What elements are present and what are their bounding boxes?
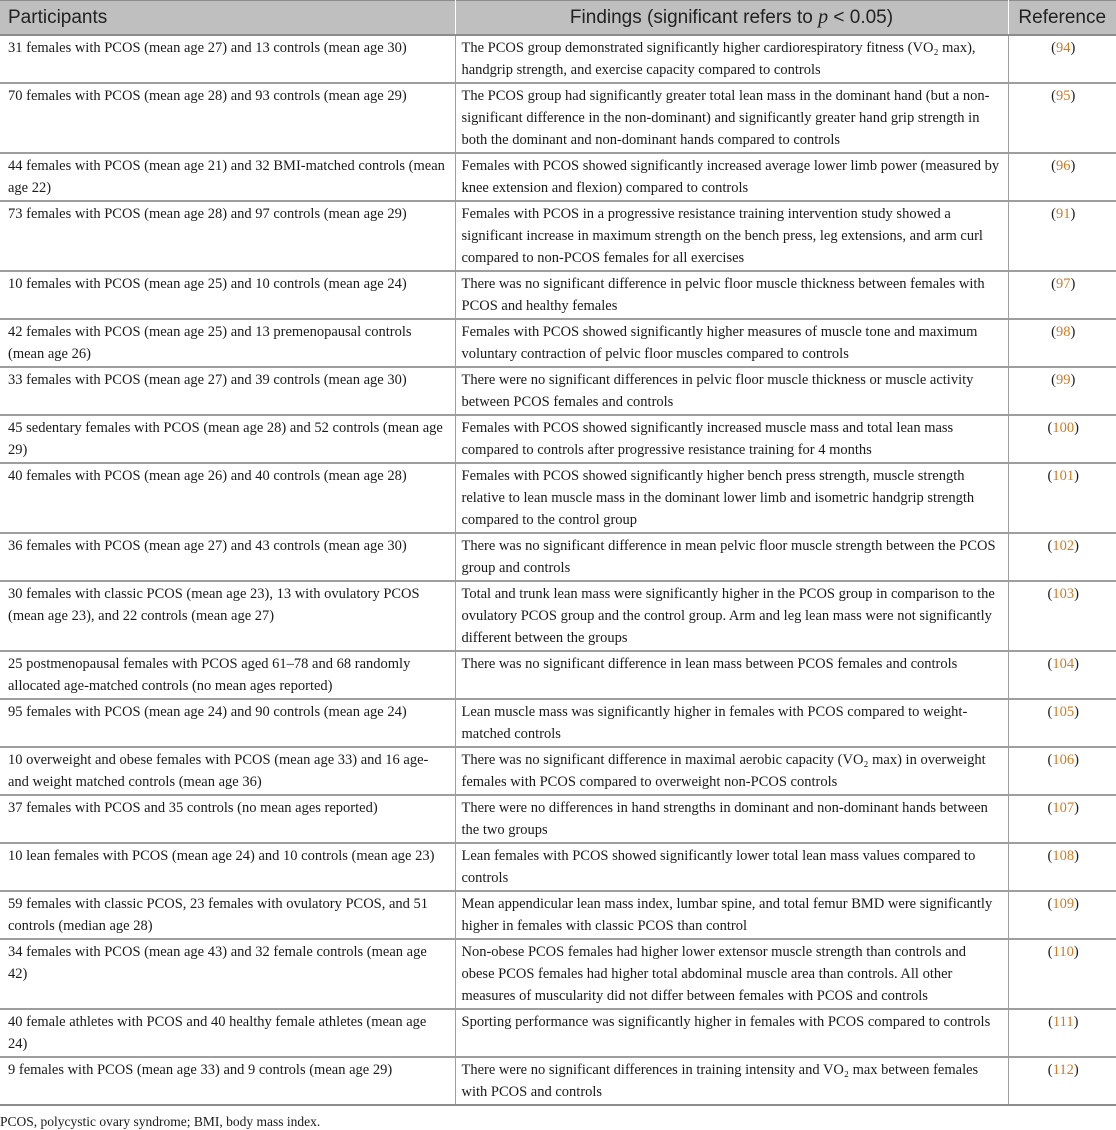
table-row (0, 747, 1116, 795)
reference-cell: (109) (1008, 891, 1116, 939)
reference-link[interactable]: 100 (1052, 420, 1075, 436)
reference-cell: (110) (1008, 939, 1116, 1009)
participants-cell: 36 females with PCOS (mean age 27) and 43 controls (mean age 30) (0, 533, 455, 581)
findings-cell: Females with PCOS in a progressive resistance training intervention study showed a significant increase in maximum strength on the bench press, leg extensions, and arm curl compared to non-PCOS females for all exercises (455, 201, 1008, 271)
findings-cell: There was no significant difference in mean pelvic floor muscle strength between the PCOS group and controls (455, 533, 1008, 581)
reference-cell: (100) (1008, 415, 1116, 463)
reference-link[interactable]: 96 (1056, 158, 1071, 174)
table-row (0, 319, 1116, 367)
findings-cell: There were no significant differences in training intensity and VO₂ max between females with PCOS and controls (455, 1057, 1008, 1105)
table-row (0, 35, 1116, 83)
table-row (0, 891, 1116, 939)
reference-link[interactable]: 101 (1052, 468, 1075, 484)
reference-cell: (95) (1008, 83, 1116, 153)
reference-cell: (91) (1008, 201, 1116, 271)
findings-cell: Females with PCOS showed significantly increased average lower limb power (measured by knee extension and flexion) compared to controls (455, 153, 1008, 201)
participants-cell: 40 females with PCOS (mean age 26) and 40 controls (mean age 28) (0, 463, 455, 533)
participants-cell: 95 females with PCOS (mean age 24) and 90 controls (mean age 24) (0, 699, 455, 747)
reference-cell: (96) (1008, 153, 1116, 201)
findings-cell: Females with PCOS showed significantly higher bench press strength, muscle strength relative to lean muscle mass in the dominant lower limb and isometric handgrip strength compared to the control group (455, 463, 1008, 533)
header-reference: Reference (1008, 1, 1116, 36)
findings-cell: The PCOS group demonstrated significantly higher cardiorespiratory fitness (VO₂ max), handgrip strength, and exercise capacity compared to controls (455, 35, 1008, 83)
reference-cell: (112) (1008, 1057, 1116, 1105)
findings-cell: There was no significant difference in lean mass between PCOS females and controls (455, 651, 1008, 699)
participants-cell: 37 females with PCOS and 35 controls (no mean ages reported) (0, 795, 455, 843)
participants-cell: 33 females with PCOS (mean age 27) and 39 controls (mean age 30) (0, 367, 455, 415)
participants-cell: 10 females with PCOS (mean age 25) and 10 controls (mean age 24) (0, 271, 455, 319)
table-row (0, 939, 1116, 1009)
findings-cell: Females with PCOS showed significantly increased muscle mass and total lean mass compared to controls after progressive resistance training for 4 months (455, 415, 1008, 463)
reference-cell: (94) (1008, 35, 1116, 83)
reference-link[interactable]: 95 (1056, 88, 1071, 104)
table-row (0, 581, 1116, 651)
participants-cell: 45 sedentary females with PCOS (mean age 28) and 52 controls (mean age 29) (0, 415, 455, 463)
table-row (0, 533, 1116, 581)
table-footnote: PCOS, polycystic ovary syndrome; BMI, body mass index. (0, 1114, 321, 1129)
reference-link[interactable]: 110 (1052, 944, 1074, 960)
findings-cell: There was no significant difference in maximal aerobic capacity (VO₂ max) in overweight females with PCOS compared to overweight non-PCOS controls (455, 747, 1008, 795)
findings-cell: There were no differences in hand strengths in dominant and non-dominant hands between the two groups (455, 795, 1008, 843)
participants-cell: 34 females with PCOS (mean age 43) and 32 female controls (mean age 42) (0, 939, 455, 1009)
findings-cell: Non-obese PCOS females had higher lower extensor muscle strength than controls and obese PCOS females had higher total abdominal muscle area than controls. All other measures of muscularity did not differ between females with PCOS and controls (455, 939, 1008, 1009)
findings-cell: There were no significant differences in pelvic floor muscle thickness or muscle activity between PCOS females and controls (455, 367, 1008, 415)
findings-cell: There was no significant difference in pelvic floor muscle thickness between females with PCOS and healthy females (455, 271, 1008, 319)
header-findings-suffix: < 0.05) (828, 7, 894, 28)
reference-cell: (105) (1008, 699, 1116, 747)
reference-link[interactable]: 111 (1052, 1014, 1074, 1030)
reference-link[interactable]: 97 (1056, 276, 1071, 292)
participants-cell: 25 postmenopausal females with PCOS aged 61–78 and 68 randomly allocated age-matched controls (no mean ages reported) (0, 651, 455, 699)
participants-cell: 31 females with PCOS (mean age 27) and 13 controls (mean age 30) (0, 35, 455, 83)
participants-cell: 30 females with classic PCOS (mean age 23), 13 with ovulatory PCOS (mean age 23), and 22 controls (mean age 27) (0, 581, 455, 651)
findings-cell: Lean females with PCOS showed significantly lower total lean mass values compared to controls (455, 843, 1008, 891)
table-row (0, 463, 1116, 533)
table-row (0, 201, 1116, 271)
reference-cell: (104) (1008, 651, 1116, 699)
participants-cell: 44 females with PCOS (mean age 21) and 32 BMI-matched controls (mean age 22) (0, 153, 455, 201)
reference-link[interactable]: 94 (1056, 40, 1071, 56)
reference-link[interactable]: 108 (1052, 848, 1075, 864)
participants-cell: 70 females with PCOS (mean age 28) and 93 controls (mean age 29) (0, 83, 455, 153)
reference-link[interactable]: 103 (1052, 586, 1075, 602)
reference-link[interactable]: 91 (1056, 206, 1071, 222)
table-row (0, 843, 1116, 891)
reference-link[interactable]: 112 (1052, 1062, 1074, 1078)
header-findings-prefix: Findings (significant refers to (569, 7, 819, 28)
table-header-row (0, 1, 1116, 36)
header-participants: Participants (0, 1, 455, 36)
participants-cell: 73 females with PCOS (mean age 28) and 97 controls (mean age 29) (0, 201, 455, 271)
findings-cell: Lean muscle mass was significantly higher in females with PCOS compared to weight-matched controls (455, 699, 1008, 747)
reference-link[interactable]: 109 (1052, 896, 1075, 912)
table-row (0, 367, 1116, 415)
reference-link[interactable]: 107 (1052, 800, 1075, 816)
reference-cell: (111) (1008, 1009, 1116, 1057)
reference-link[interactable]: 99 (1056, 372, 1071, 388)
findings-cell: Mean appendicular lean mass index, lumbar spine, and total femur BMD were significantly higher in females with classic PCOS than control (455, 891, 1008, 939)
findings-cell: Total and trunk lean mass were significantly higher in the PCOS group in comparison to the ovulatory PCOS group and the control group. Arm and leg lean mass were not significantly different between the groups (455, 581, 1008, 651)
findings-cell: Females with PCOS showed significantly higher measures of muscle tone and maximum voluntary contraction of pelvic floor muscles compared to controls (455, 319, 1008, 367)
reference-cell: (98) (1008, 319, 1116, 367)
header-findings-p: p (818, 6, 829, 28)
findings-cell: Sporting performance was significantly higher in females with PCOS compared to controls (455, 1009, 1008, 1057)
reference-link[interactable]: 102 (1052, 538, 1075, 554)
participants-cell: 42 females with PCOS (mean age 25) and 13 premenopausal controls (mean age 26) (0, 319, 455, 367)
table-row (0, 83, 1116, 153)
table-row (0, 795, 1116, 843)
participants-cell: 59 females with classic PCOS, 23 females with ovulatory PCOS, and 51 controls (median age 28) (0, 891, 455, 939)
reference-link[interactable]: 98 (1056, 324, 1071, 340)
reference-cell: (99) (1008, 367, 1116, 415)
reference-cell: (101) (1008, 463, 1116, 533)
reference-cell: (103) (1008, 581, 1116, 651)
table-row (0, 153, 1116, 201)
reference-link[interactable]: 105 (1052, 704, 1075, 720)
table-row (0, 1009, 1116, 1057)
table-row (0, 699, 1116, 747)
reference-cell: (107) (1008, 795, 1116, 843)
reference-link[interactable]: 106 (1052, 752, 1075, 768)
table-row (0, 271, 1116, 319)
reference-cell: (102) (1008, 533, 1116, 581)
participants-cell: 9 females with PCOS (mean age 33) and 9 controls (mean age 29) (0, 1057, 455, 1105)
table-row (0, 1057, 1116, 1105)
table-body (0, 35, 1116, 1105)
reference-cell: (108) (1008, 843, 1116, 891)
participants-cell: 40 female athletes with PCOS and 40 healthy female athletes (mean age 24) (0, 1009, 455, 1057)
findings-cell: The PCOS group had significantly greater total lean mass in the dominant hand (but a non-significant difference in the non-dominant) and significantly greater hand grip strength in both the dominant and non-dominant hands compared to controls (455, 83, 1008, 153)
reference-cell: (97) (1008, 271, 1116, 319)
participants-cell: 10 lean females with PCOS (mean age 24) and 10 controls (mean age 23) (0, 843, 455, 891)
reference-link[interactable]: 104 (1052, 656, 1075, 672)
table-row (0, 651, 1116, 699)
header-findings (455, 1, 1008, 36)
reference-cell: (106) (1008, 747, 1116, 795)
participants-cell: 10 overweight and obese females with PCOS (mean age 33) and 16 age-and weight matched controls (mean age 36) (0, 747, 455, 795)
table-row (0, 415, 1116, 463)
